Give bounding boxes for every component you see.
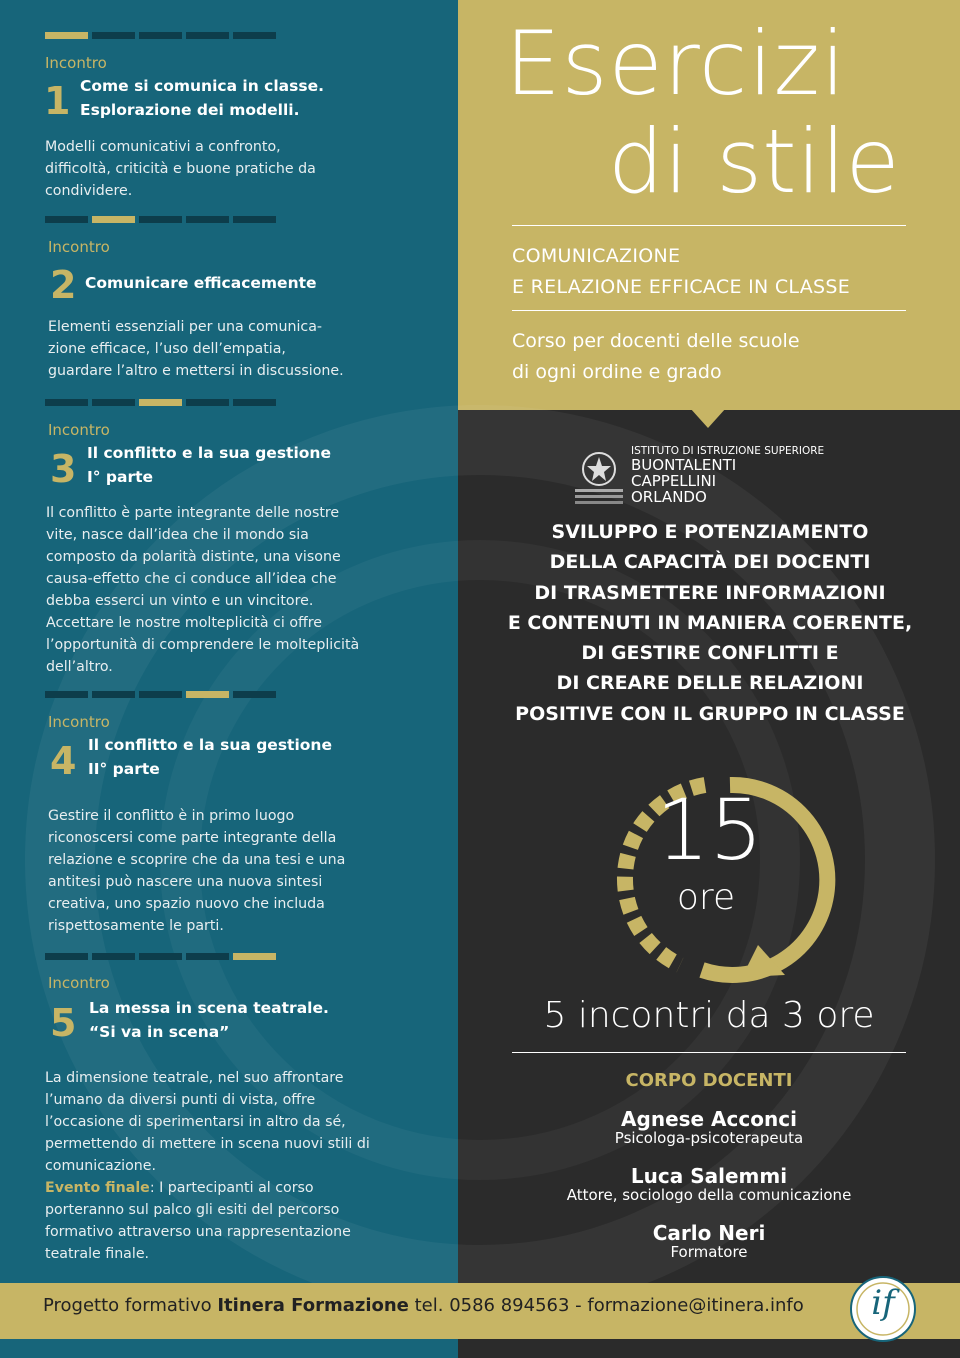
school-name: BUONTALENTI CAPPELLINI ORLANDO [631,456,737,506]
meeting-number: 1 [44,79,71,123]
meeting-number: 3 [50,447,77,491]
pointer-triangle [690,408,726,428]
faculty-member: Luca Salemmi Attore, sociologo della comunicazione [566,1164,852,1204]
meeting-number: 2 [50,263,77,307]
course-subtitle: COMUNICAZIONE E RELAZIONE EFFICACE IN CLASSE [512,245,851,298]
faculty-member: Agnese Acconci Psicologa-psicoterapeuta [614,1107,804,1147]
faculty-heading: CORPO DOCENTI [625,1070,793,1091]
faculty-member: Carlo Neri Formatore [652,1221,766,1261]
hours-unit: ore [676,877,736,918]
main-title-line2: di stile [608,110,900,213]
progress-bars-4 [45,691,276,698]
meeting-label: Incontro [48,713,110,731]
meeting-label: Incontro [48,974,110,992]
main-title-line1: Esercizi [505,12,847,115]
emblem-icon [575,447,623,507]
meeting-title: Come si comunica in classe. Esplorazione dei modelli. [80,77,324,119]
divider [512,1052,906,1053]
final-event-label: Evento finale [45,1180,150,1196]
logo-text: if [871,1283,895,1323]
meeting-description: Il conflitto è parte integrante delle nostre vite, nasce dall’idea che il mondo sia composto da polarità distinte, una visone causa-effetto che ci conduce all’idea che debba esserci un vinto e un vincitore. Accettare le nostre molteplicità ci offre l’opportunità di comprendere le molteplicità dell’altro. [46,505,360,675]
meeting-title: Comunicare efficacemente [85,274,317,292]
meeting-title: La messa in scena teatrale. “Si va in scena” [89,999,329,1041]
divider [512,310,906,311]
meeting-label: Incontro [45,54,107,72]
progress-bars-2 [45,216,276,223]
meeting-description: Modelli comunicativi a confronto, difficoltà, criticità e buone pratiche da condividere. [45,139,316,199]
meeting-description: Gestire il conflitto è in primo luogo riconoscersi come parte integrante della relazione e scoprire che da una tesi e una antitesi può nascere una nuova sintesi creativa, uno spazio nuovo che includa rispettosamente le parti. [48,808,346,934]
hours-value: 15 [656,781,763,879]
progress-bars-1 [45,32,276,39]
footer-text: Progetto formativo Itinera Formazione tel. 0586 894563 - formazione@itinera.info [43,1295,804,1316]
audience-text: Corso per docenti delle scuole di ogni ordine e grado [512,330,800,383]
meeting-label: Incontro [48,238,110,256]
itinera-logo [848,1274,918,1348]
sessions-summary: 5 incontri da 3 ore [543,995,875,1036]
meeting-description: La dimensione teatrale, nel suo affrontare l’umano da diversi punti di vista, offre l’occasione di sperimentarsi in altro da sé, permettendo di mettere in scena nuovi stili di comunicazione. Evento finale: I partecipanti al corso porteranno sul palco gli esiti del percorso formativo attraverso una rappresentazione teatrale finale. [45,1070,370,1262]
meeting-label: Incontro [48,421,110,439]
meeting-description: Elementi essenziali per una comunica- zione efficace, l’uso dell’empatia, guardare l’altro e mettersi in discussione. [48,319,344,379]
meeting-number: 5 [50,1001,77,1045]
divider [512,225,906,226]
meeting-title: Il conflitto e la sua gestione II° parte [88,736,332,778]
footer-strip [0,1339,960,1358]
progress-bars-5 [45,953,276,960]
meeting-number: 4 [50,739,77,783]
progress-bars-3 [45,399,276,406]
meeting-title: Il conflitto e la sua gestione I° parte [87,444,331,486]
school-type: ISTITUTO DI ISTRUZIONE SUPERIORE [631,445,825,457]
mission-statement: SVILUPPO E POTENZIAMENTO DELLA CAPACITÀ DEI DOCENTI DI TRASMETTERE INFORMAZIONI E CONTENUTI IN MANIERA COERENTE, DI GESTIRE CONFLITTI E DI CREARE DELLE RELAZIONI POSITIVE CON IL GRUPPO IN CLASSE [507,521,913,725]
